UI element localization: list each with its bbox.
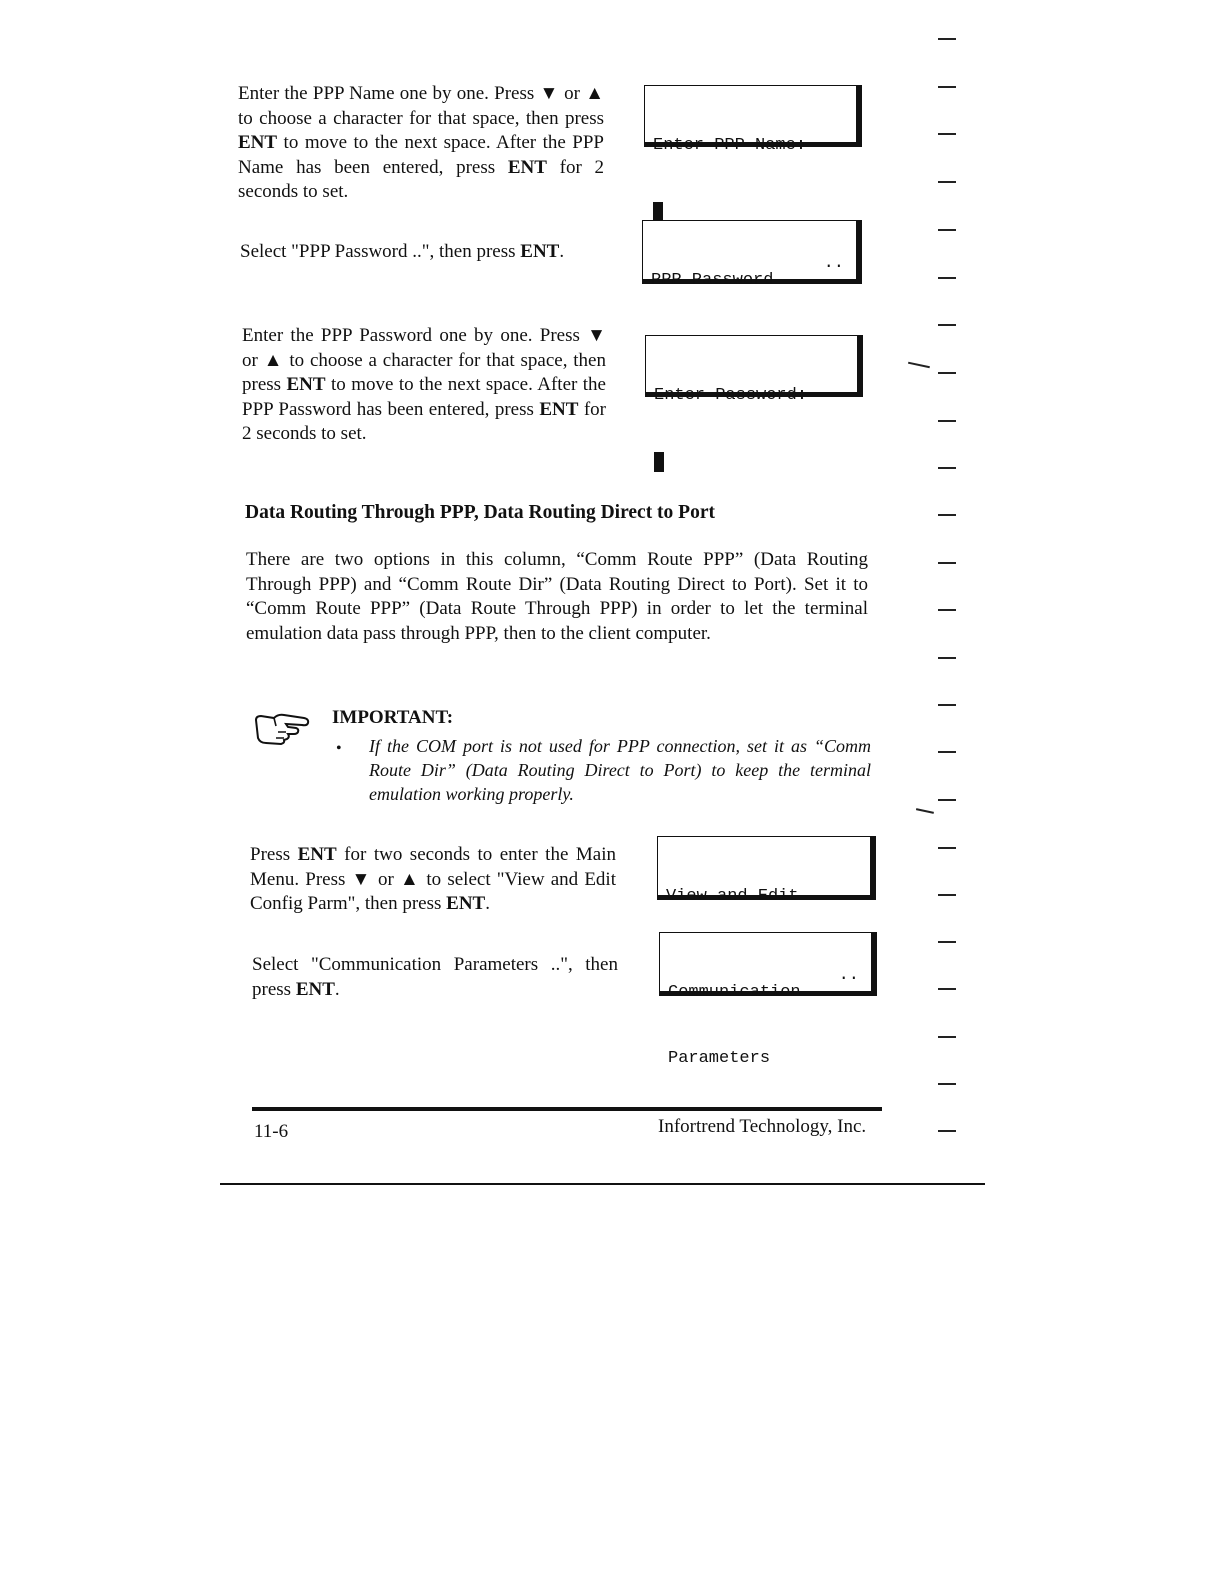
- page-number: 11-6: [254, 1121, 289, 1142]
- text: to move to the next space. After the PPP Name has been entered, press: [238, 132, 604, 178]
- margin-tick: [938, 1130, 956, 1132]
- company-name: Infortrend Technology, Inc.: [658, 1116, 867, 1137]
- margin-tick: [938, 514, 956, 516]
- text: .: [334, 978, 340, 1000]
- lcd-ppp-password: [642, 220, 862, 290]
- lcd-line-1: View and Edit: [666, 887, 799, 906]
- lcd-line-2: Parameters: [668, 1049, 771, 1068]
- lcd-cursor-icon: [653, 202, 663, 222]
- text: Enter the PPP Name one by one. Press ▼ or ▲ to choose a character for that space, then press: [238, 83, 604, 129]
- key-ent: ENT: [238, 132, 278, 153]
- step-comm-params-text: [252, 953, 618, 1002]
- text: for 2 seconds to set.: [238, 156, 605, 202]
- key-ent: ENT: [286, 374, 326, 395]
- margin-tick: [938, 562, 956, 564]
- margin-tick: [938, 657, 956, 659]
- margin-tick: [938, 847, 956, 849]
- page-bottom-rule: [220, 1183, 985, 1185]
- margin-tick: [938, 420, 956, 422]
- lcd-enter-password: [645, 335, 863, 405]
- lcd-line-1: Enter PPP Name:: [653, 136, 807, 155]
- lcd-communication-parameters: [659, 932, 877, 1068]
- text: for 2 seconds to set.: [242, 398, 606, 444]
- margin-tick: [938, 133, 956, 135]
- text: for two seconds to enter the Main Menu. Press ▼ or ▲ to select "View and Edit Config Parm", then press: [250, 844, 616, 914]
- text: .: [559, 241, 565, 262]
- margin-tick: [938, 324, 956, 326]
- margin-tick: [938, 799, 956, 801]
- pointing-hand-icon: [252, 710, 312, 746]
- key-ent: ENT: [507, 156, 547, 178]
- key-ent: ENT: [297, 844, 337, 865]
- key-ent: ENT: [446, 893, 486, 914]
- margin-tick: [938, 38, 956, 40]
- section-body: There are two options in this column, “Comm Route PPP” (Data Routing Through PPP) and “Comm Route Dir” (Data Routing Direct to Port). Set it to “Comm Route PPP” (Data Route Through PPP) in order to let the terminal emulation data pass through PPP, then to the client computer.: [246, 549, 868, 644]
- margin-tick: [938, 941, 956, 943]
- margin-tick: [938, 277, 956, 279]
- section-heading: Data Routing Through PPP, Data Routing Direct to Port: [245, 502, 715, 523]
- margin-tick: [938, 86, 956, 88]
- margin-tick: [938, 988, 956, 990]
- margin-tick: [938, 467, 956, 469]
- margin-tick: [938, 704, 956, 706]
- margin-tick: [938, 894, 956, 896]
- text: Enter the PPP Password one by one. Press ▼ or ▲ to choose a character for that space, then press: [242, 325, 606, 395]
- margin-tick: [938, 229, 956, 231]
- text: Press: [250, 844, 298, 865]
- lcd-enter-ppp-name: [644, 85, 862, 155]
- key-ent: ENT: [520, 241, 560, 262]
- step-main-menu-text: [250, 843, 616, 917]
- margin-tick: [938, 181, 956, 183]
- lcd-line-1: Enter Password:: [654, 386, 808, 405]
- step-enter-ppp-password-text: [242, 324, 606, 447]
- lcd-view-edit-config: [657, 836, 876, 906]
- lcd-line-1: Communication: [668, 983, 801, 1002]
- text: .: [485, 893, 490, 914]
- lcd-more-indicator: ..: [838, 966, 859, 985]
- step-enter-ppp-name-text: [238, 82, 604, 205]
- step-select-ppp-password-text: [240, 240, 604, 265]
- margin-tick: [938, 609, 956, 611]
- lcd-more-indicator: ..: [823, 254, 844, 273]
- text: to move to the next space. After the PPP Password has been entered, press: [242, 374, 606, 420]
- key-ent: ENT: [295, 978, 335, 1000]
- margin-tick: [938, 1083, 956, 1085]
- margin-tick: [938, 751, 956, 753]
- lcd-line-1: PPP Password: [651, 271, 774, 290]
- margin-tick: [938, 372, 956, 374]
- margin-tick: [938, 1036, 956, 1038]
- text: Select "PPP Password ..", then press: [240, 241, 521, 262]
- lcd-cursor-icon: [654, 452, 664, 472]
- margin-tick: [916, 808, 934, 813]
- important-note: If the COM port is not used for PPP connection, set it as “Comm Route Dir” (Data Routing Direct to Port) to keep the terminal emulation working properly.: [369, 736, 871, 804]
- bullet: •: [336, 740, 342, 757]
- important-title: IMPORTANT:: [332, 707, 454, 728]
- key-ent: ENT: [539, 398, 579, 420]
- text: Select "Communication Parameters ..", then press: [252, 954, 618, 1000]
- footer-rule: [252, 1107, 882, 1111]
- margin-tick: [908, 362, 930, 368]
